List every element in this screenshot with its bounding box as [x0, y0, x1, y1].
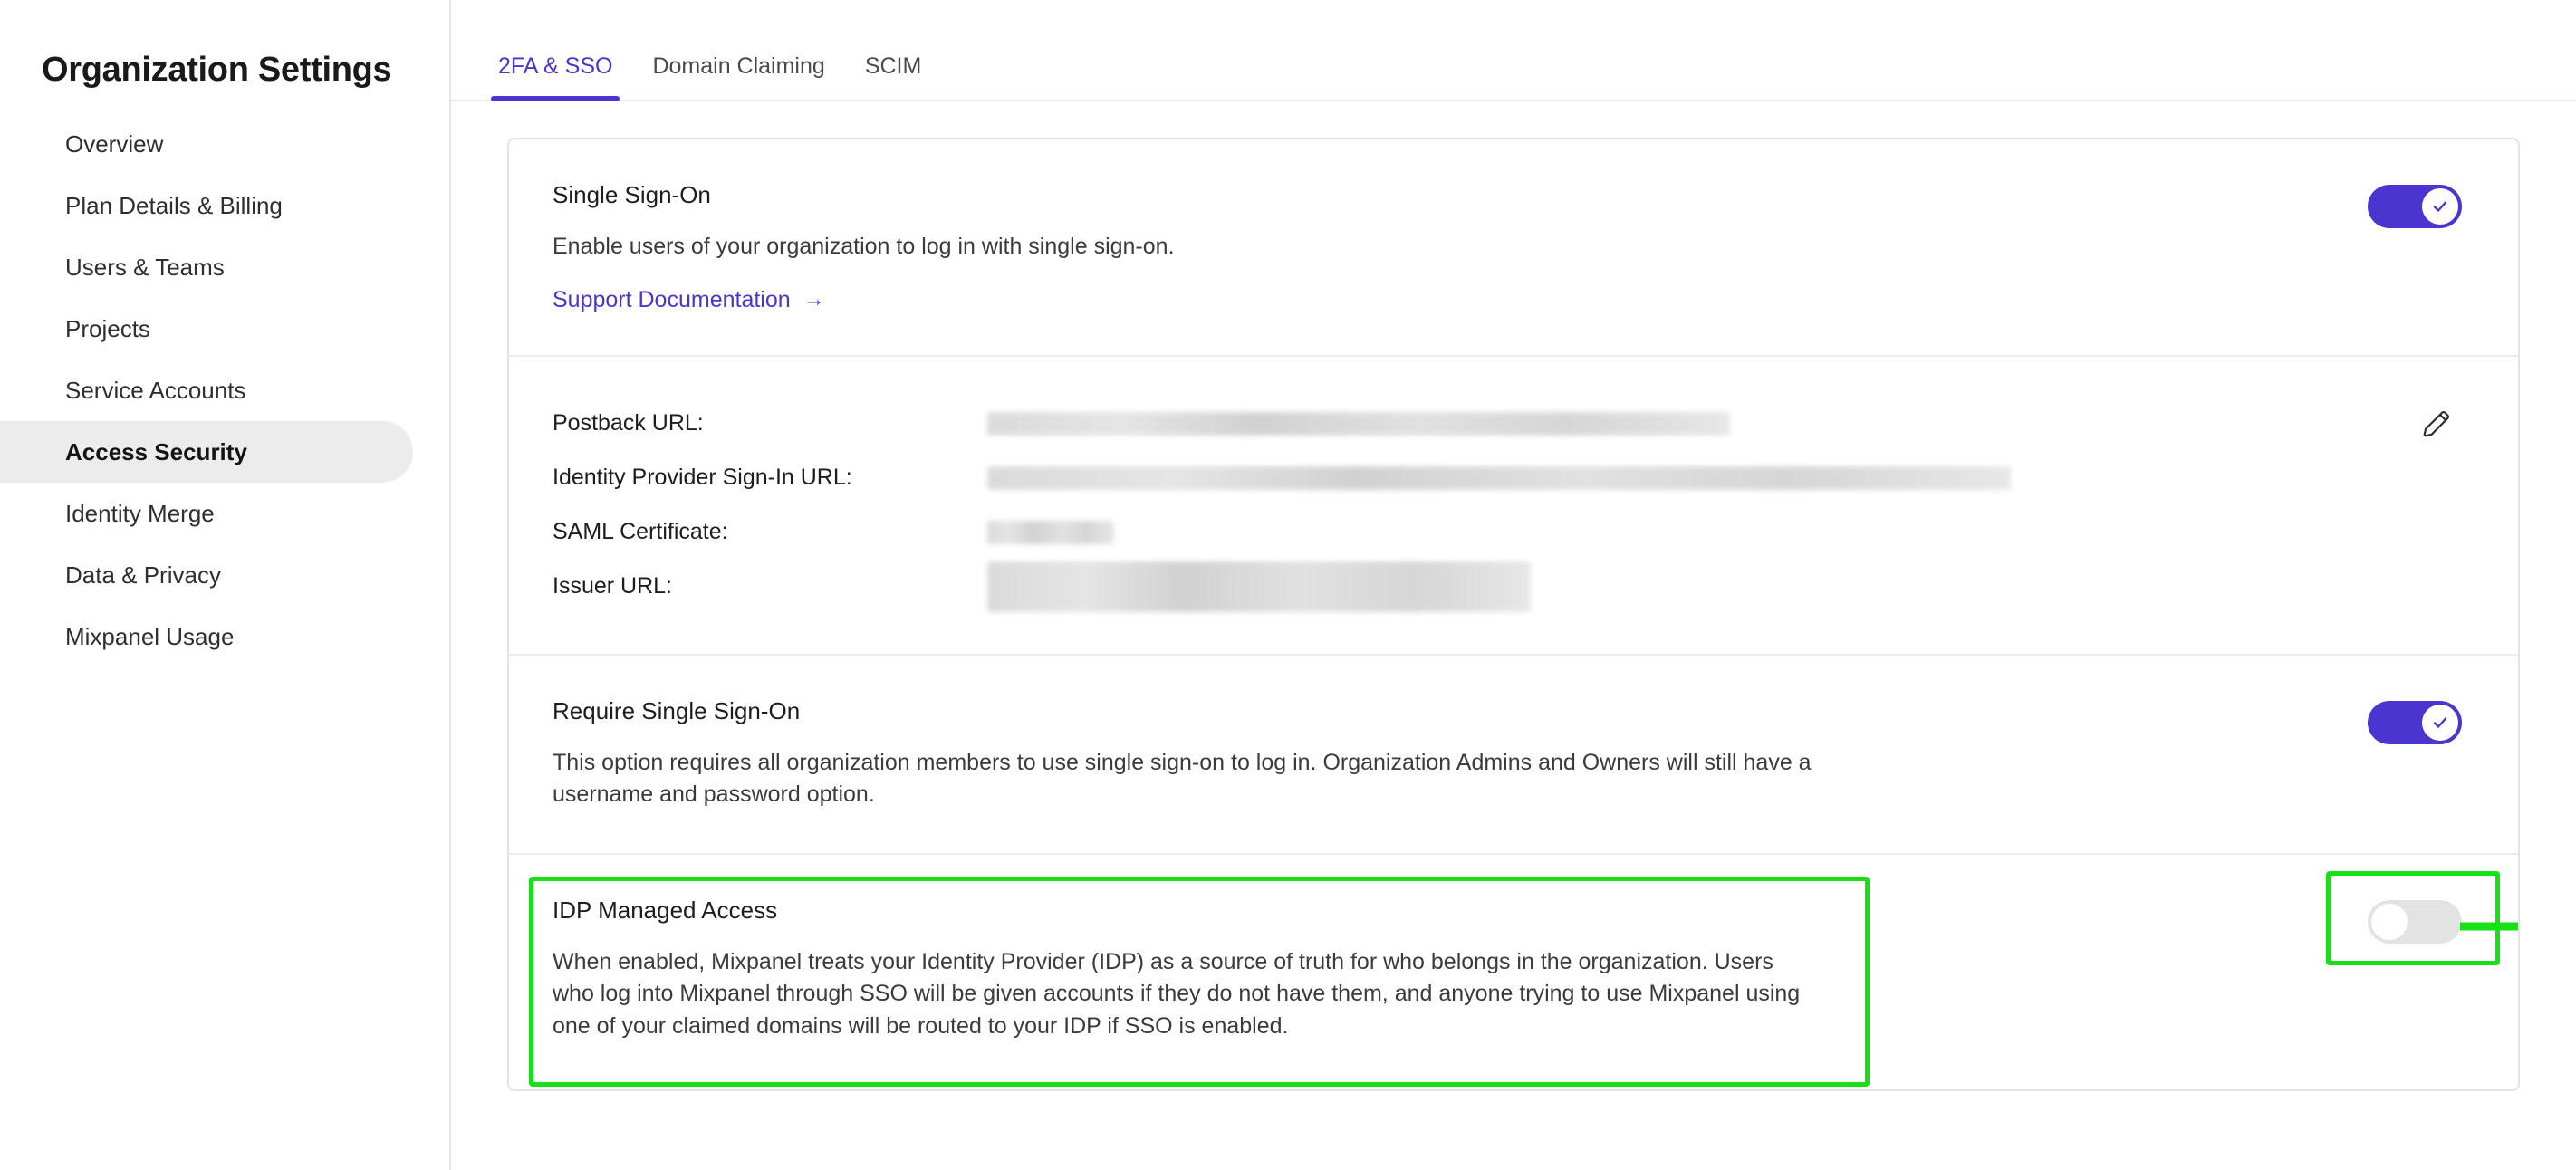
require-single-sign-on-toggle[interactable] [2368, 701, 2462, 744]
sidebar-item-label: Identity Merge [65, 499, 215, 527]
saml-certificate-line [553, 505, 2411, 560]
toggle-knob [2422, 705, 2458, 741]
issuer-url-label: Issuer URL: [553, 573, 672, 599]
idp-managed-access-title: IDP Managed Access [553, 896, 778, 924]
idp-signin-url-line [553, 451, 2411, 505]
issuer-url-line [553, 560, 2411, 614]
support-documentation-link[interactable] [553, 287, 825, 313]
sidebar-item-access-security[interactable] [0, 421, 413, 483]
tab-2fa-sso[interactable] [478, 53, 632, 100]
sso-details-row [509, 357, 2518, 656]
single-sign-on-row [509, 139, 2518, 357]
sidebar-item-label: Projects [65, 314, 150, 342]
sidebar-item-mixpanel-usage[interactable] [0, 606, 413, 667]
sidebar-item-identity-merge[interactable] [0, 483, 413, 544]
require-single-sign-on-title: Require Single Sign-On [553, 696, 801, 724]
idp-managed-access-row [509, 855, 2518, 1090]
arrow-right-icon: → [803, 287, 825, 312]
sidebar-item-label: Service Accounts [65, 376, 246, 404]
saml-certificate-value-redacted [987, 521, 1114, 544]
sidebar-item-projects[interactable] [0, 298, 413, 360]
require-single-sign-on-toggle-wrap [2353, 697, 2462, 744]
toggle-knob [2422, 188, 2458, 225]
saml-certificate-label: SAML Certificate: [553, 519, 728, 544]
single-sign-on-toggle[interactable] [2368, 185, 2462, 228]
tab-scim[interactable] [845, 53, 942, 100]
sidebar-item-label: Users & Teams [65, 253, 225, 281]
tab-label: SCIM [864, 53, 922, 79]
toggle-knob [2371, 904, 2408, 940]
postback-url-value-redacted [987, 412, 1730, 436]
idp-managed-access-text [553, 897, 2353, 1043]
single-sign-on-toggle-wrap [2353, 181, 2462, 228]
tab-domain-claiming[interactable] [632, 53, 844, 100]
sidebar-item-label: Mixpanel Usage [65, 622, 235, 650]
issuer-url-value-redacted [987, 561, 1531, 612]
single-sign-on-description: Enable users of your organization to log in with single sign-on. [553, 234, 1175, 259]
main-content [451, 0, 2576, 1170]
sso-details-list [553, 397, 2411, 614]
require-single-sign-on-row [509, 656, 2518, 855]
tab-bar [451, 0, 2576, 101]
idp-managed-access-description: When enabled, Mixpanel treats your Identity Provider (IDP) as a source of truth for who belongs in the organization. Users who log into Mixpanel through SSO will be given accounts if they do not have them, and anyone trying to use Mixpanel using one of your claimed domains will be routed to your IDP if SSO is enabled. [553, 948, 1801, 1039]
sidebar-item-plan-details-billing[interactable] [0, 175, 413, 236]
sidebar-item-data-privacy[interactable] [0, 544, 413, 606]
access-security-card [507, 138, 2520, 1091]
postback-url-line [553, 397, 2411, 451]
annotation-arrow [2456, 895, 2520, 958]
idp-signin-url-label: Identity Provider Sign-In URL: [553, 465, 852, 490]
tab-label: Domain Claiming [652, 53, 825, 79]
sidebar-item-service-accounts[interactable] [0, 360, 413, 421]
single-sign-on-title: Single Sign-On [553, 181, 711, 208]
tab-label: 2FA & SSO [498, 53, 613, 79]
idp-signin-url-value-redacted [987, 466, 2011, 490]
sidebar-item-label: Overview [65, 129, 164, 158]
sidebar-item-overview[interactable] [0, 113, 413, 175]
single-sign-on-text [553, 181, 2353, 313]
require-single-sign-on-text [553, 697, 2353, 811]
sidebar-nav [0, 113, 449, 667]
sidebar-item-label: Plan Details & Billing [65, 191, 283, 219]
postback-url-label: Postback URL: [553, 410, 704, 436]
require-single-sign-on-description: This option requires all organization members to use single sign-on to log in. Organization Admins and Owners will still have a username and password option. [553, 749, 1812, 807]
support-documentation-label: Support Documentation [553, 286, 791, 312]
sidebar-item-label: Data & Privacy [65, 561, 221, 589]
idp-managed-access-toggle[interactable] [2368, 900, 2462, 944]
sidebar-item-users-teams[interactable] [0, 236, 413, 298]
sidebar [0, 0, 451, 1170]
settings-content [451, 101, 2576, 1091]
sidebar-item-label: Access Security [65, 437, 247, 465]
pencil-icon[interactable] [2411, 398, 2462, 449]
idp-managed-access-toggle-wrap [2353, 897, 2462, 944]
page-title: Organization Settings [42, 51, 392, 89]
